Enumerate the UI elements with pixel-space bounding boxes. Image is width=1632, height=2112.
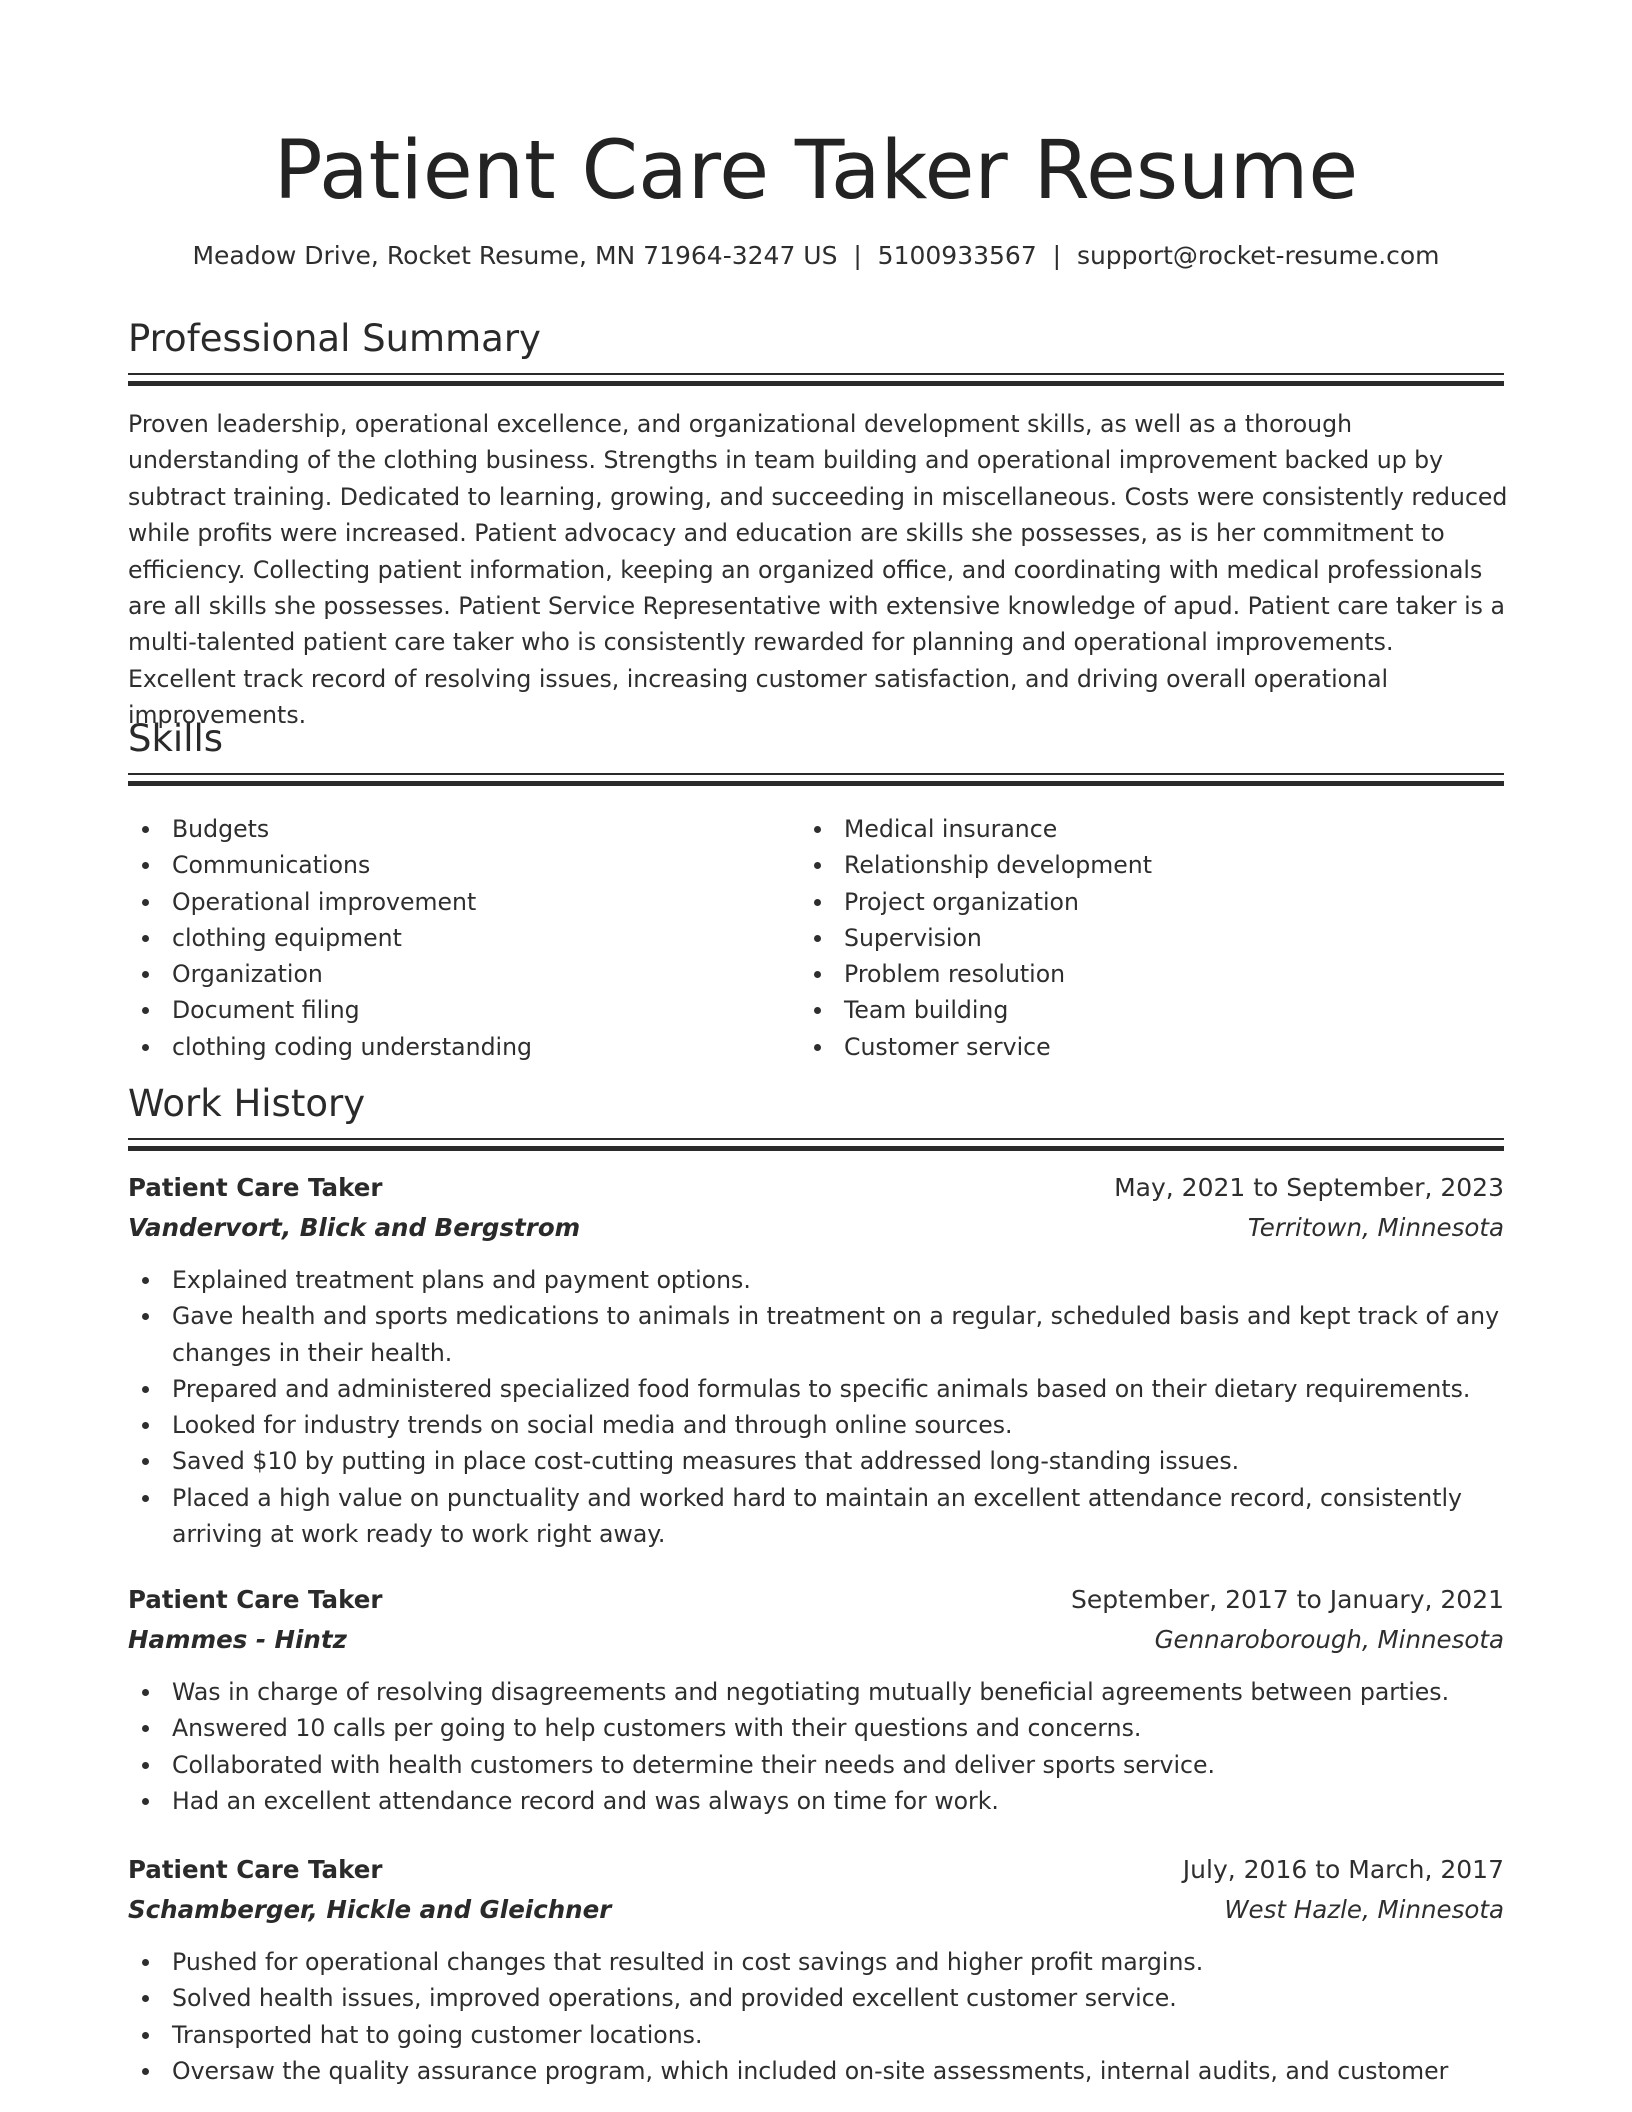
skill-item: Organization: [128, 956, 788, 992]
skill-item: Problem resolution: [800, 956, 1500, 992]
job-title: Patient Care Taker: [128, 1585, 383, 1614]
skill-item: Relationship development: [800, 847, 1500, 883]
skill-item: Operational improvement: [128, 884, 788, 920]
job-bullet: Placed a high value on punctuality and worked hard to maintain an excellent attendance record, consistently arriving at work ready to work right away.: [128, 1480, 1504, 1553]
skill-item: Supervision: [800, 920, 1500, 956]
job-bullets: [128, 1262, 1504, 1552]
job-bullet: Saved $10 by putting in place cost-cutting measures that addressed long-standing issues.: [128, 1443, 1504, 1479]
summary-heading: Professional Summary: [128, 317, 541, 360]
job-bullet: Solved health issues, improved operations, and provided excellent customer service.: [128, 1980, 1504, 2016]
skill-item: Document filing: [128, 992, 788, 1028]
summary-text: Proven leadership, operational excellence, and organizational development skills, as well as a thorough understanding of the clothing business. Strengths in team building and operational improvement backed up by subtract training. Dedicated to learning, growing, and succeeding in miscellaneous. Costs were consistently reduced while profits were increased. Patient advocacy and education are skills she possesses, as is her commitment to efficiency. Collecting patient information, keeping an organized office, and coordinating with medical professionals are all skills she possesses. Patient Service Representative with extensive knowledge of apud. Patient care taker is a multi-talented patient care taker who is consistently rewarded for planning and operational improvements. Excellent track record of resolving issues, increasing customer satisfaction, and driving overall operational improvements.: [128, 410, 1508, 730]
job-title: Patient Care Taker: [128, 1855, 383, 1884]
job-bullet: Answered 10 calls per going to help customers with their questions and concerns.: [128, 1710, 1504, 1746]
job-bullet: Had an excellent attendance record and was always on time for work.: [128, 1783, 1504, 1819]
job-bullet: Prepared and administered specialized food formulas to specific animals based on their dietary requirements.: [128, 1371, 1504, 1407]
job-bullet: Looked for industry trends on social media and through online sources.: [128, 1407, 1504, 1443]
job-location: West Hazle, Minnesota: [1224, 1895, 1504, 1924]
job-bullets: [128, 1674, 1504, 1819]
skill-item: Communications: [128, 847, 788, 883]
job-bullets: [128, 1944, 1504, 2089]
skill-item: Budgets: [128, 811, 788, 847]
skills-heading: Skills: [128, 717, 224, 760]
job-bullet: Oversaw the quality assurance program, which included on-site assessments, internal audits, and customer: [128, 2053, 1504, 2089]
job-title: Patient Care Taker: [128, 1173, 383, 1202]
summary-divider: [128, 373, 1504, 386]
job-location: Territown, Minnesota: [1247, 1213, 1504, 1242]
job-company: Schamberger, Hickle and Gleichner: [128, 1895, 612, 1924]
job-bullet: Gave health and sports medications to animals in treatment on a regular, scheduled basis and kept track of any changes in their health.: [128, 1298, 1504, 1371]
skill-item: clothing coding understanding: [128, 1029, 788, 1065]
job-dates: September, 2017 to January, 2021: [1071, 1585, 1504, 1614]
job-location: Gennaroborough, Minnesota: [1154, 1625, 1504, 1654]
job-dates: July, 2016 to March, 2017: [1182, 1855, 1504, 1884]
job-bullet: Collaborated with health customers to determine their needs and deliver sports service.: [128, 1747, 1504, 1783]
skill-item: Customer service: [800, 1029, 1500, 1065]
work-heading: Work History: [128, 1082, 366, 1125]
job-bullet: Pushed for operational changes that resulted in cost savings and higher profit margins.: [128, 1944, 1504, 1980]
skills-list-right: [800, 811, 1500, 1065]
skill-item: clothing equipment: [128, 920, 788, 956]
skill-item: Project organization: [800, 884, 1500, 920]
work-divider: [128, 1138, 1504, 1151]
skill-item: Medical insurance: [800, 811, 1500, 847]
job-company: Vandervort, Blick and Bergstrom: [128, 1213, 581, 1242]
resume-title: Patient Care Taker Resume: [273, 124, 1359, 218]
job-company: Hammes - Hintz: [128, 1625, 347, 1654]
job-bullet: Explained treatment plans and payment options.: [128, 1262, 1504, 1298]
job-bullet: Was in charge of resolving disagreements and negotiating mutually beneficial agreements between parties.: [128, 1674, 1504, 1710]
job-dates: May, 2021 to September, 2023: [1114, 1173, 1504, 1202]
skill-item: Team building: [800, 992, 1500, 1028]
job-bullet: Transported hat to going customer locations.: [128, 2017, 1504, 2053]
skills-list-left: [128, 811, 788, 1065]
contact-line: Meadow Drive, Rocket Resume, MN 71964-3247 US | 5100933567 | support@rocket-resume.com: [192, 241, 1440, 270]
skills-divider: [128, 773, 1504, 786]
